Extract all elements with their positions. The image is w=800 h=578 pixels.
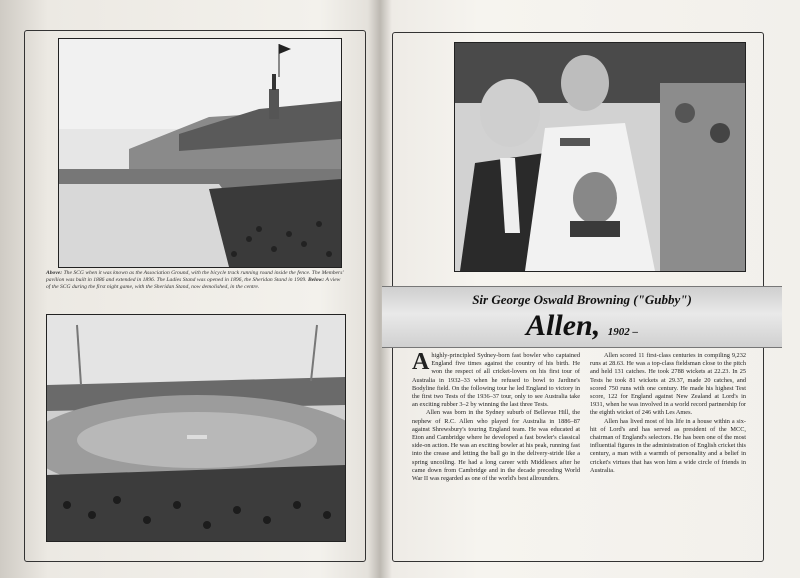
surname-heading — [382, 309, 782, 343]
paragraph-text: highly-principled Sydney-born fast bowler who captained England five times against the country of his birth. He won the respect of all cricket-lovers on his first tour of Australia in 1932–33 when he refused to bowl to Jardine's Bodyline field. On the following tour he led England to victory in the first two Tests of the 1936–37 tour, only to see Australia take an exciting rubber 3–2 by winning the last three Tests. — [412, 352, 580, 409]
name-banner — [382, 286, 782, 348]
scg-night-game-photo — [46, 314, 346, 542]
caption-below-label: Below: — [307, 277, 325, 284]
full-name: Sir George Oswald Browning ("Gubby") — [472, 292, 692, 307]
biography-column-2 — [590, 352, 746, 475]
caption-below-text: A view of the SCG during the first night game, with the Sheridan Stand, now demolished, in the centre. — [46, 277, 341, 291]
biography-paragraph: Allen has lived most of his life in a house within a six-hit of Lord's and has served as president of the MCC, chairman of England's selectors. He has been one of the most influential figures in the administration of English cricket this century, a man with a warmth of personality and a belief in cricket's virtues that has won him a wide circle of friends in Australia. — [590, 417, 746, 474]
biography-paragraph: Allen scored 11 first-class centuries in compiling 9,232 runs at 28.63. He was a top-class fieldsman close to the pitch and held 131 catches. He took 2788 wickets at 22.23. In 25 Tests he took 81 wickets at 29.37, made 20 catches, and scored 750 runs with one century. He made his highest Test score, 122 for England against New Zealand at Lord's in 1931, when he was involved in a world record partnership for the eighth wicket of 246 with Les Ames. — [590, 352, 746, 417]
scg-historic-photo — [58, 38, 342, 268]
caption-above-text: The SCG when it was known as the Association Ground, with the bicycle track running round inside the fence. The Members' pavilion was built in 1886 and extended in 1896. The Ladies Stand was opened in 1896, the Sheridan Stand in 1909. — [46, 270, 344, 284]
biography-column-1 — [412, 349, 580, 483]
left-page — [18, 8, 373, 568]
biography-paragraph: Allen was born in the Sydney suburb of Bellevue Hill, the nephew of R.C. Allen who played for Australia in 1886–87 against Shrewsbury's touring England team. He was educated at Eton and Cambridge where he developed a fast bowler's classical side-on action. He was an exciting bowler at his peak, running fast into the crease and letting the ball go in the delivery-stride like a spring uncoiling. He had a long career with Middlesex after he came down from Cambridge and in the decade preceding World War II was regarded as one of the world's best allrounders. — [412, 409, 580, 483]
biography-paragraph — [412, 349, 580, 409]
birth-year: 1902 – — [607, 326, 638, 338]
allen-portrait-photo — [454, 42, 746, 272]
caption-above-label: Above: — [46, 270, 63, 276]
right-page — [384, 8, 784, 568]
surname: Allen, — [526, 309, 601, 342]
photo-caption — [46, 270, 346, 292]
drop-cap: A — [412, 349, 430, 375]
